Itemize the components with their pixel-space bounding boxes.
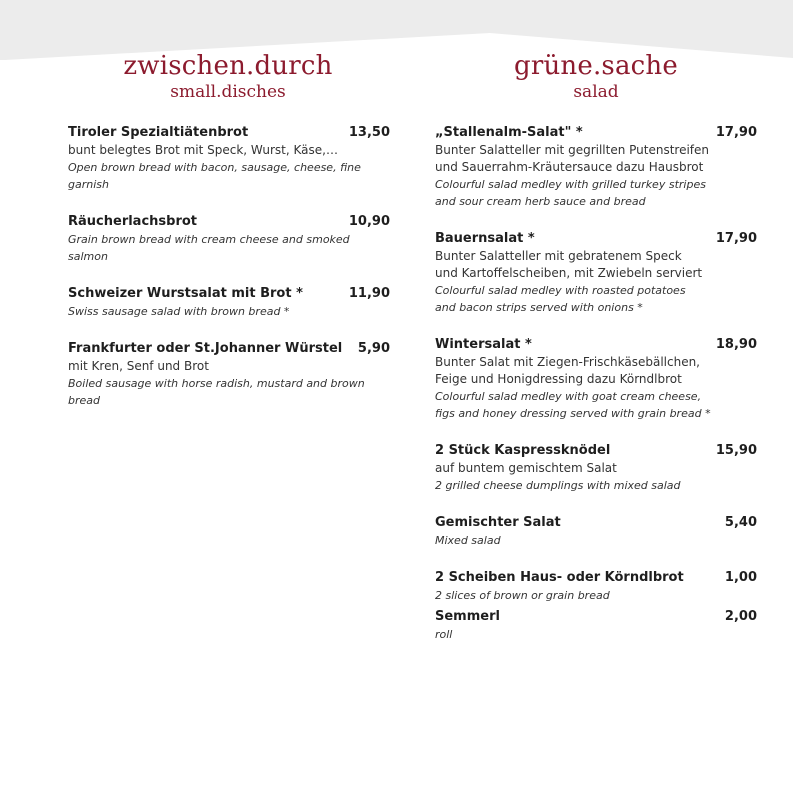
menu-item-list: [68, 124, 390, 409]
menu-item-description-de: und Sauerrahm-Kräutersauce dazu Hausbrot: [435, 160, 704, 174]
menu-item-header: [68, 285, 390, 303]
menu-item-name: 2 Stück Kaspressknödel: [435, 443, 611, 458]
section-small-dishes: [68, 50, 390, 429]
menu-item-header: [68, 213, 390, 231]
menu-item-description-en: 2 grilled cheese dumplings with mixed salad: [435, 479, 681, 492]
section-subtitle: small.disches: [170, 82, 286, 102]
menu-item-header: [435, 336, 757, 354]
menu-item-name: Frankfurter oder St.Johanner Würstel: [68, 341, 343, 356]
menu-item: [435, 230, 757, 316]
section-salad: [435, 50, 757, 663]
menu-item-description-en: figs and honey dressing served with grain bread *: [435, 407, 711, 420]
menu-item: [68, 124, 390, 193]
menu-item-name: Tiroler Spezialtiätenbrot: [68, 125, 249, 140]
menu-item: [435, 514, 757, 549]
menu-item-description-de: Bunter Salatteller mit gebratenem Speck: [435, 249, 682, 263]
menu-item: [435, 442, 757, 494]
menu-item-name: Wintersalat *: [435, 337, 532, 352]
menu-item: [68, 340, 390, 409]
menu-item-header: [435, 608, 757, 626]
section-title: grüne.sache: [514, 51, 678, 81]
menu-item-price: 1,00: [724, 570, 757, 585]
menu-item-description-en: Swiss sausage salad with brown bread *: [68, 305, 290, 318]
menu-item-description-en: and bacon strips served with onions *: [435, 301, 643, 314]
menu-item-price: 2,00: [724, 609, 757, 624]
menu-item-description-de: mit Kren, Senf und Brot: [68, 359, 209, 373]
menu-item-name: 2 Scheiben Haus- oder Körndlbrot: [435, 570, 684, 585]
menu-item-description-en: Colourful salad medley with roasted potatoes: [435, 284, 686, 297]
menu-item-list: [435, 124, 757, 643]
menu-item-description-en: Open brown bread with bacon, sausage, cheese, fine garnish: [68, 161, 361, 191]
menu-item-description-de: bunt belegtes Brot mit Speck, Wurst, Käse,…: [68, 143, 338, 157]
menu-item-header: [435, 442, 757, 460]
menu-item-price: 18,90: [715, 337, 757, 352]
menu-item-description-de: und Kartoffelscheiben, mit Zwiebeln serviert: [435, 266, 703, 280]
menu-item-description-en: and sour cream herb sauce and bread: [435, 195, 646, 208]
menu-item-description-en: 2 slices of brown or grain bread: [435, 589, 610, 602]
menu-item-price: 5,40: [724, 515, 757, 530]
section-heading: [66, 50, 390, 102]
menu-item-header: [435, 230, 757, 248]
menu-item: [435, 569, 757, 604]
menu-item-description-de: Bunter Salat mit Ziegen-Frischkäsebällchen,: [435, 355, 700, 369]
section-subtitle: salad: [573, 82, 619, 102]
menu-item-price: 11,90: [348, 286, 390, 301]
menu-item-price: 5,90: [357, 341, 390, 356]
menu-item-name: Räucherlachsbrot: [68, 214, 198, 229]
menu-item-header: [435, 569, 757, 587]
menu-item-name: Bauernsalat *: [435, 231, 535, 246]
menu-item-description-en: Mixed salad: [435, 534, 501, 547]
menu-item-description-en: Colourful salad medley with goat cream cheese,: [435, 390, 702, 403]
menu-item: [435, 336, 757, 422]
menu-item-description-de: Bunter Salatteller mit gegrillten Putenstreifen: [435, 143, 710, 157]
menu-item: [68, 213, 390, 265]
section-heading: [435, 50, 757, 102]
menu-item-header: [435, 514, 757, 532]
menu-item-price: 17,90: [715, 125, 757, 140]
menu-item-header: [68, 124, 390, 142]
menu-item-name: „Stallenalm-Salat" *: [435, 125, 583, 140]
menu-item-name: Semmerl: [435, 609, 500, 624]
menu-item-description-en: Colourful salad medley with grilled turkey stripes: [435, 178, 706, 191]
menu-item-name: Gemischter Salat: [435, 515, 561, 530]
menu-item-price: 15,90: [715, 443, 757, 458]
menu-item-price: 13,50: [348, 125, 390, 140]
menu-item-name: Schweizer Wurstsalat mit Brot *: [68, 286, 303, 301]
menu-item-description-en: Boiled sausage with horse radish, mustard and brown bread: [68, 377, 365, 407]
menu-item: [435, 608, 757, 643]
section-title: zwischen.durch: [123, 51, 333, 81]
menu-item-description-de: auf buntem gemischtem Salat: [435, 461, 617, 475]
menu-item-description-de: Feige und Honigdressing dazu Körndlbrot: [435, 372, 682, 386]
menu-item-header: [68, 340, 390, 358]
menu-item-price: 10,90: [348, 214, 390, 229]
menu-item: [435, 124, 757, 210]
menu-item-description-en: roll: [435, 628, 453, 641]
menu-item: [68, 285, 390, 320]
menu-item-header: [435, 124, 757, 142]
menu-item-description-en: Grain brown bread with cream cheese and smoked salmon: [68, 233, 350, 263]
menu-item-price: 17,90: [715, 231, 757, 246]
